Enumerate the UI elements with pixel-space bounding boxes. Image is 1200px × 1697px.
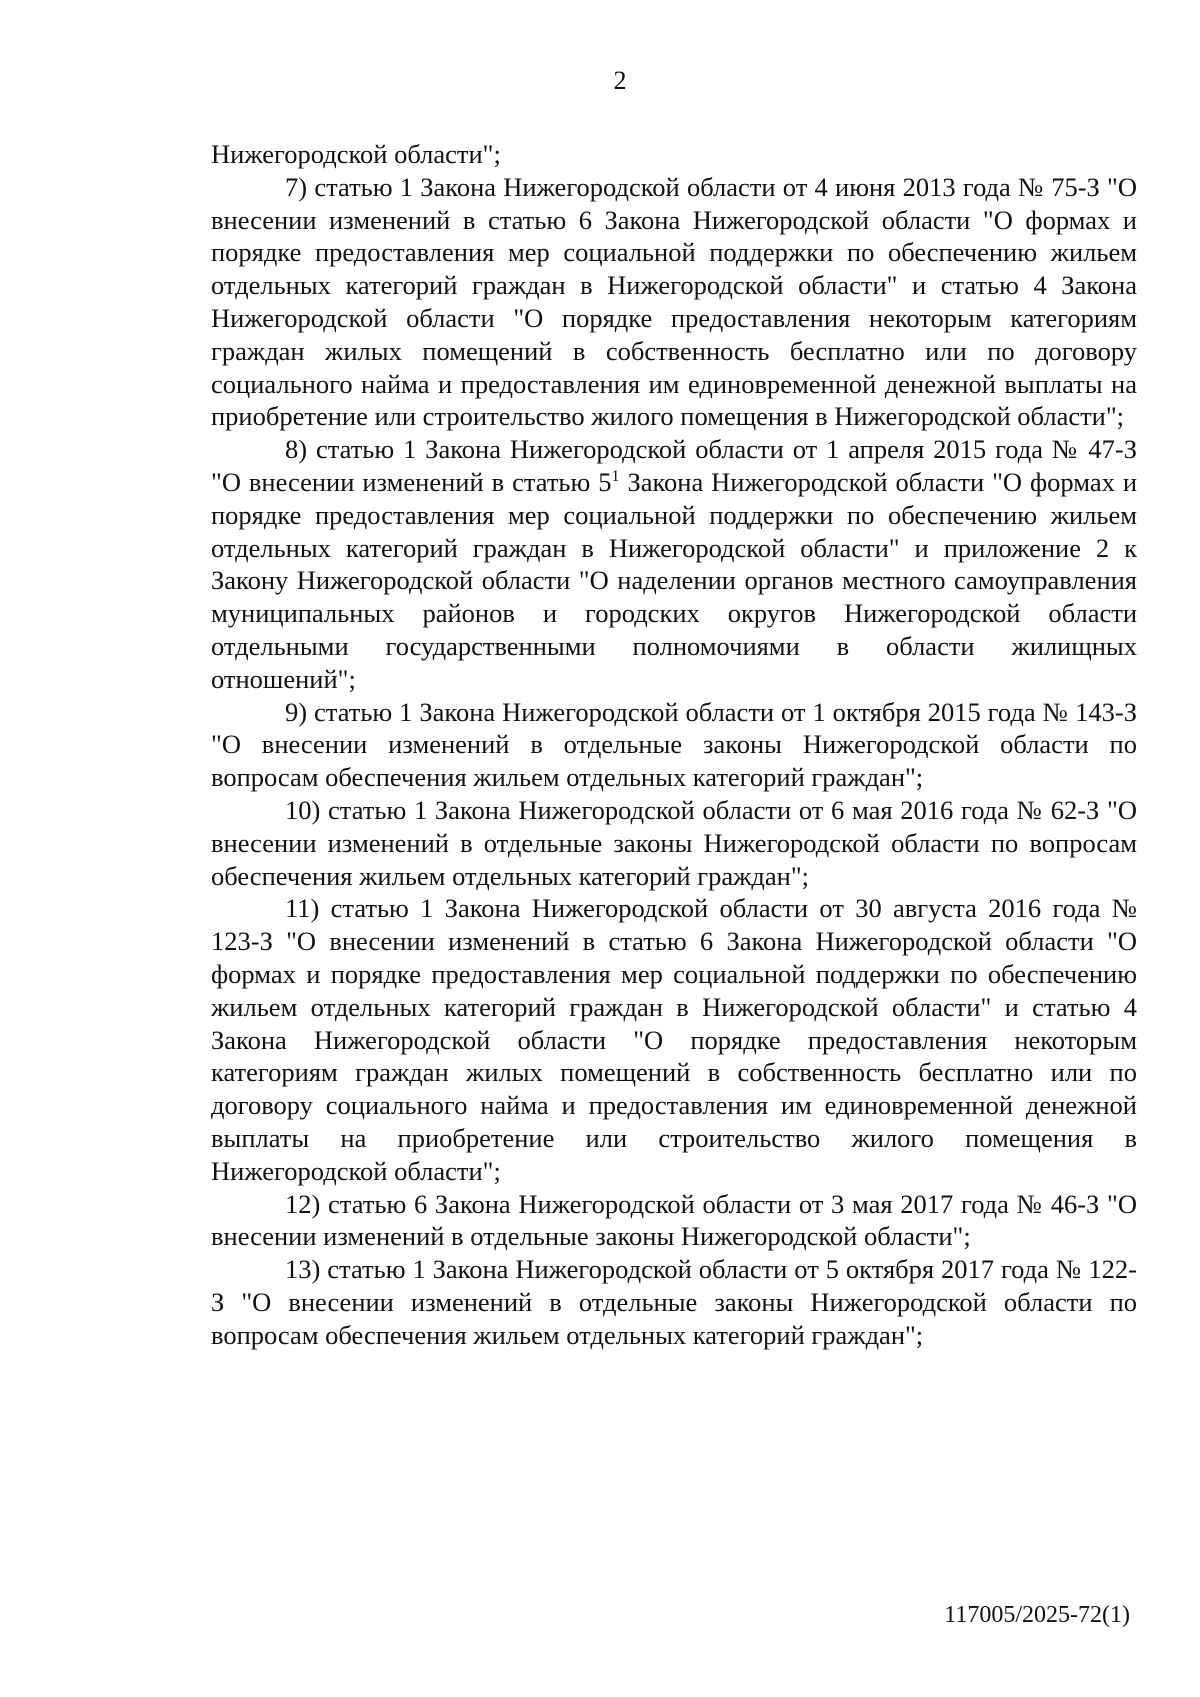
list-item-9: 9) статью 1 Закона Нижегородской области от 1 октября 2015 года № 143-З "О внесении изменений в отдельные законы Нижегородской области по вопросам обеспечения жильем отдельных категорий граждан";	[211, 696, 1137, 793]
list-item-8	[211, 433, 1137, 695]
list-item-8-text-after: Закона Нижегородской области "О формах и порядке предоставления мер социальной поддержки по обеспечению жильем отдельных категорий граждан в Нижегородской области" и приложение 2 к Закону Нижегородской области "О наделении органов местного самоуправления муниципальных районов и городских округов Нижегородской области отдельными государственными полномочиями в области жилищных отношений";	[211, 466, 1138, 694]
document-id: 117005/2025-72(1)	[944, 1602, 1130, 1628]
list-item-8-text-before: 8) статью 1 Закона Нижегородской области от 1 апреля 2015 года № 47-З "О внесении изменений в статью 5	[211, 434, 1137, 497]
superscript-marker: 1	[611, 468, 620, 486]
list-item-11: 11) статью 1 Закона Нижегородской области от 30 августа 2016 года № 123-З "О внесении изменений в статью 6 Закона Нижегородской области "О формах и порядке предоставления мер социальной поддержки по обеспечению жильем отдельных категорий граждан в Нижегородской области" и статью 4 Закона Нижегородской области "О порядке предоставления некоторым категориям граждан жилых помещений в собственность бесплатно или по договору социального найма и предоставления им единовременной денежной выплаты на приобретение или строительство жилого помещения в Нижегородской области";	[211, 893, 1137, 1186]
document-body	[211, 138, 1137, 1351]
list-item-7: 7) статью 1 Закона Нижегородской области от 4 июня 2013 года № 75-З "О внесении изменений в статью 6 Закона Нижегородской области "О формах и порядке предоставления мер социальной поддержки по обеспечению жильем отдельных категорий граждан в Нижегородской области" и статью 4 Закона Нижегородской области "О порядке предоставления некоторым категориям граждан жилых помещений в собственность бесплатно или по договору социального найма и предоставления им единовременной денежной выплаты на приобретение или строительство жилого помещения в Нижегородской области";	[211, 171, 1137, 432]
paragraph-continuation: Нижегородской области";	[211, 139, 501, 169]
list-item-13: 13) статью 1 Закона Нижегородской области от 5 октября 2017 года № 122-З "О внесении изменений в отдельные законы Нижегородской области по вопросам обеспечения жильем отдельных категорий граждан";	[211, 1254, 1137, 1350]
list-item-10: 10) статью 1 Закона Нижегородской области от 6 мая 2016 года № 62-З "О внесении изменений в отдельные законы Нижегородской области по вопросам обеспечения жильем отдельных категорий граждан";	[211, 794, 1137, 891]
page-number: 2	[613, 66, 627, 95]
list-item-12: 12) статью 6 Закона Нижегородской области от 3 мая 2017 года № 46-З "О внесении изменений в отдельные законы Нижегородской области";	[211, 1188, 1137, 1252]
